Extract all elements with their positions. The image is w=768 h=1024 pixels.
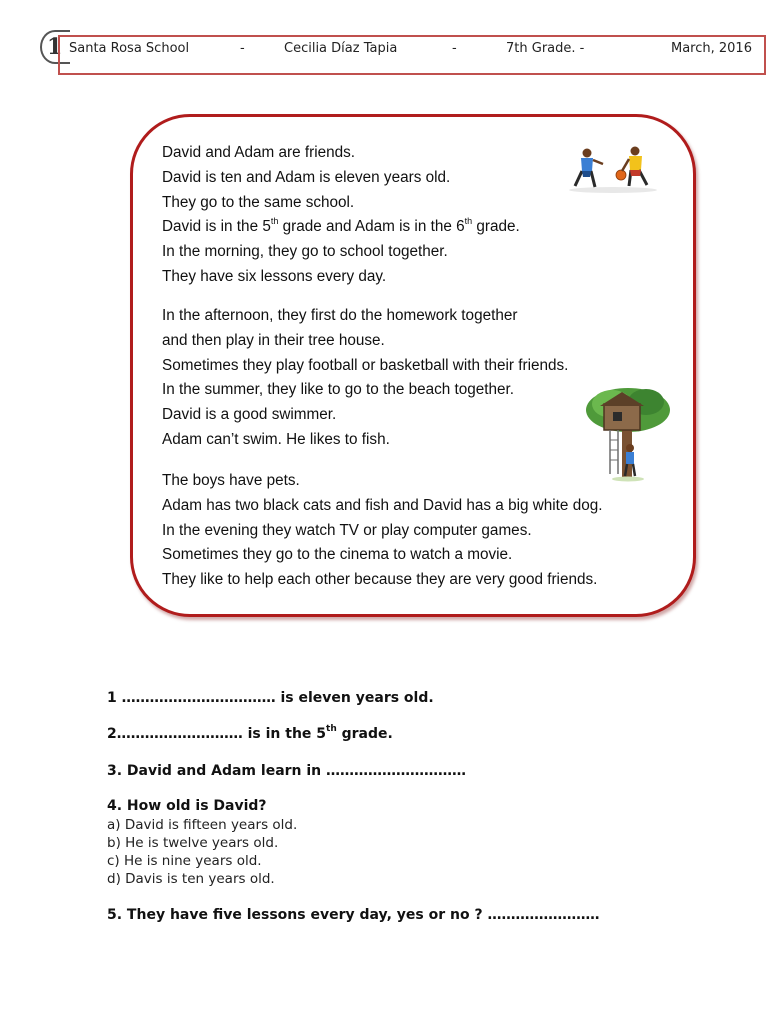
header-box <box>58 35 766 75</box>
question-1: 1 …………………………… is eleven years old. <box>107 690 434 706</box>
superscript: th <box>270 216 279 227</box>
date-label: March, 2016 <box>671 41 752 56</box>
superscript: th <box>464 216 473 227</box>
reading-line: Adam can’t swim. He likes to fish. <box>162 430 390 448</box>
question-5: 5. They have five lessons every day, yes or no ? …………………… <box>107 907 600 923</box>
reading-line: They like to help each other because they are very good friends. <box>162 571 598 589</box>
tree-house-illustration <box>582 382 676 482</box>
answer-option-d: d) Davis is ten years old. <box>107 871 275 887</box>
header-separator: - <box>240 41 245 56</box>
question-text: 2……………………… is in the 5 <box>107 726 327 742</box>
question-2 <box>107 726 393 742</box>
reading-line: Adam has two black cats and fish and David has a big white dog. <box>162 496 603 514</box>
grade-label: 7th Grade. - <box>506 41 585 56</box>
reading-line: David is a good swimmer. <box>162 406 337 424</box>
line-text: grade. <box>472 218 520 236</box>
reading-line: In the summer, they like to go to the beach together. <box>162 381 515 399</box>
reading-line: In the morning, they go to school together. <box>162 243 448 261</box>
superscript: th <box>326 724 337 735</box>
header-separator: - <box>452 41 457 56</box>
paragraph-3 <box>162 469 602 593</box>
reading-line: David is ten and Adam is eleven years old. <box>162 168 451 186</box>
answer-option-a: a) David is fifteen years old. <box>107 817 298 833</box>
paragraph-2 <box>162 304 568 453</box>
reading-line: The boys have pets. <box>162 472 300 489</box>
school-name: Santa Rosa School <box>69 41 190 56</box>
line-text: grade and Adam is in the 6 <box>278 218 465 236</box>
question-3: 3. David and Adam learn in ………………………… <box>107 763 467 779</box>
reading-line: In the evening they watch TV or play computer games. <box>162 521 532 539</box>
question-text: grade. <box>336 726 393 742</box>
reading-line: Sometimes they go to the cinema to watch a movie. <box>162 546 513 564</box>
question-4: 4. How old is David? <box>107 798 267 814</box>
line-text: David is in the 5 <box>162 218 271 236</box>
teacher-name: Cecilia Díaz Tapia <box>284 41 398 56</box>
logo-digit: 1 <box>47 34 63 60</box>
reading-line: In the afternoon, they first do the homework together <box>162 307 518 324</box>
question-4-options <box>107 816 297 888</box>
answer-option-c: c) He is nine years old. <box>107 853 262 869</box>
paragraph-1 <box>162 141 520 290</box>
reading-line: They have six lessons every day. <box>162 267 387 285</box>
reading-line: Sometimes they play football or basketball with their friends. <box>162 356 569 374</box>
reading-line <box>162 215 520 240</box>
reading-line: David and Adam are friends. <box>162 144 356 161</box>
basketball-boys-illustration <box>565 142 661 194</box>
reading-line: They go to the same school. <box>162 193 355 211</box>
answer-option-b: b) He is twelve years old. <box>107 835 279 851</box>
reading-line: and then play in their tree house. <box>162 331 385 349</box>
